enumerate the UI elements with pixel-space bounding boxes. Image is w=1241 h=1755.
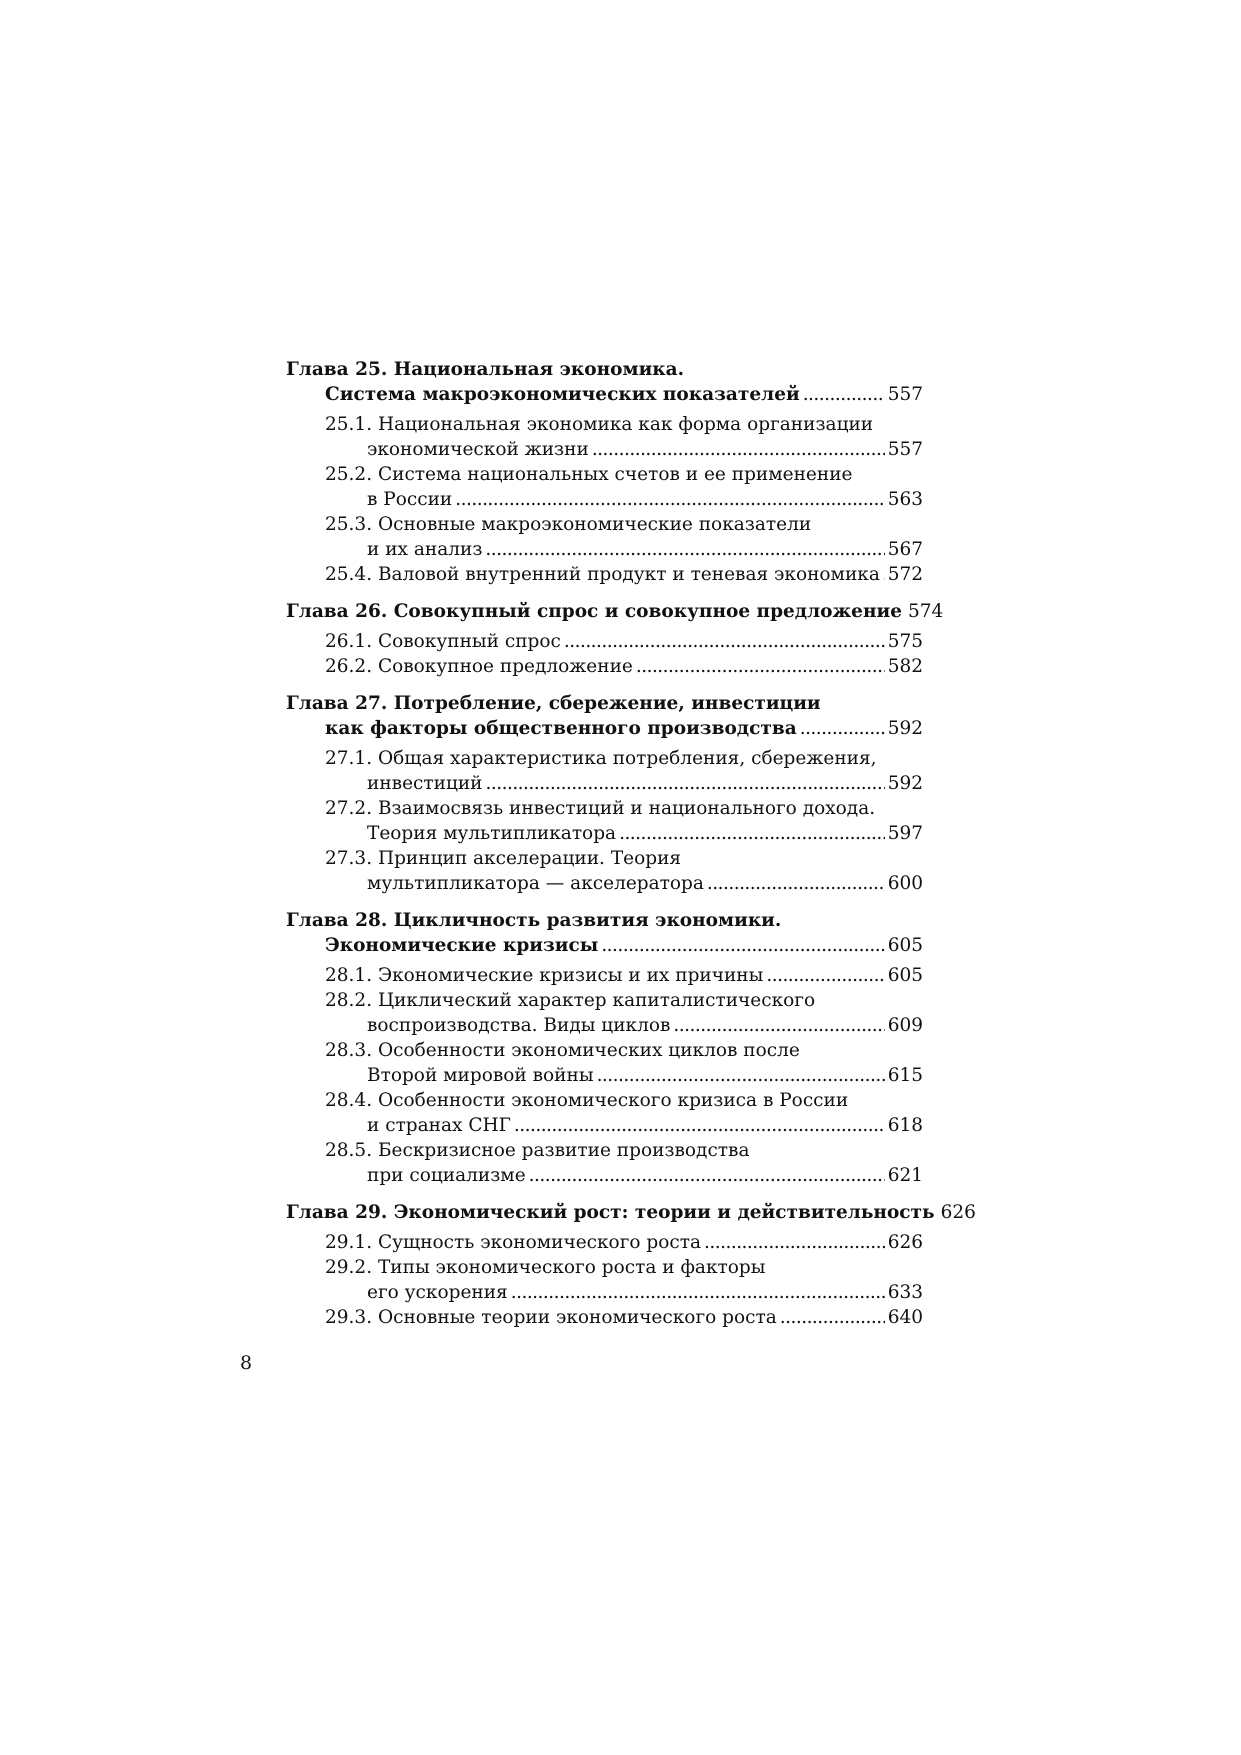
toc-line	[286, 562, 923, 587]
toc-section-entry[interactable]	[286, 654, 923, 679]
toc-entry-title: 28.4. Особенности экономического кризиса в России	[325, 1090, 849, 1111]
toc-section-entry[interactable]	[286, 796, 923, 846]
toc-entry-title: как факторы общественного производства	[325, 718, 797, 739]
toc-entry-title: в России	[367, 489, 453, 510]
toc-page-number: 567	[887, 539, 923, 560]
toc-leader-dots	[486, 771, 885, 796]
toc-page-number: 572	[887, 564, 923, 585]
toc-line	[286, 771, 923, 796]
toc-entry-title: 27.1. Общая характеристика потребления, сбережения,	[325, 748, 877, 769]
toc-line	[286, 537, 923, 562]
toc-entry-title: 25.3. Основные макроэкономические показатели	[325, 514, 812, 535]
toc-page-number: 615	[887, 1065, 923, 1086]
toc-page-number: 597	[887, 823, 923, 844]
toc-leader-dots	[800, 716, 885, 741]
toc-section-entry[interactable]	[286, 562, 923, 587]
toc-chapter-block	[286, 691, 923, 896]
toc-line	[286, 357, 923, 382]
toc-line	[286, 846, 923, 871]
toc-page-number: 640	[887, 1307, 923, 1328]
toc-leader-dots	[592, 437, 885, 462]
toc-line	[286, 821, 923, 846]
toc-entry-title: 25.1. Национальная экономика как форма организации	[325, 414, 874, 435]
toc-entry-title: его ускорения	[367, 1282, 508, 1303]
toc-entry-title: 28.3. Особенности экономических циклов после	[325, 1040, 800, 1061]
toc-entry-title: 28.1. Экономические кризисы и их причины	[325, 965, 764, 986]
toc-page-number: 609	[887, 1015, 923, 1036]
toc-leader-dots	[455, 487, 884, 512]
toc-entry-title: Глава 26. Совокупный спрос и совокупное предложение	[286, 601, 902, 622]
toc-entry-title: Глава 25. Национальная экономика.	[286, 359, 685, 380]
toc-section-entry[interactable]	[286, 462, 923, 512]
toc-page-number: 574	[907, 601, 944, 622]
toc-entry-title: 26.1. Совокупный спрос	[325, 631, 561, 652]
toc-entry-title: 27.3. Принцип акселерации. Теория	[325, 848, 682, 869]
toc-leader-dots	[883, 562, 885, 587]
toc-page-number: 621	[887, 1165, 923, 1186]
toc-section-entry[interactable]	[286, 1138, 923, 1188]
toc-line	[286, 462, 923, 487]
toc-page-number: 592	[887, 718, 923, 739]
toc-entry-title: 29.1. Сущность экономического роста	[325, 1232, 702, 1253]
toc-leader-dots	[597, 1063, 885, 1088]
toc-entry-title: при социализме	[367, 1165, 526, 1186]
toc-section-entry[interactable]	[286, 1230, 923, 1255]
toc-section-entry[interactable]	[286, 1038, 923, 1088]
toc-entry-title: 25.4. Валовой внутренний продукт и теневая экономика	[325, 564, 880, 585]
toc-entry-title: Глава 28. Цикличность развития экономики.	[286, 910, 782, 931]
toc-chapter-block	[286, 1200, 976, 1330]
toc-line	[286, 629, 923, 654]
toc-page-number: 626	[940, 1202, 976, 1223]
toc-page-number: 605	[887, 935, 923, 956]
toc-chapter-entry[interactable]	[286, 1200, 976, 1225]
toc-line	[286, 1038, 923, 1063]
toc-entry-title: Глава 27. Потребление, сбережение, инвестиции	[286, 693, 821, 714]
toc-leader-dots	[707, 871, 885, 896]
toc-chapter-entry[interactable]	[286, 908, 923, 958]
toc-entry-title: воспроизводства. Виды циклов	[367, 1015, 671, 1036]
toc-entry-title: 28.5. Бескризисное развитие производства	[325, 1140, 750, 1161]
toc-line	[286, 382, 923, 407]
toc-line	[286, 1163, 923, 1188]
toc-entry-title: 26.2. Совокупное предложение	[325, 656, 633, 677]
toc-section-entry[interactable]	[286, 988, 923, 1038]
toc-page-number: 626	[887, 1232, 923, 1253]
toc-entry-title: Теория мультипликатора	[367, 823, 617, 844]
toc-entry-title: экономической жизни	[367, 439, 589, 460]
toc-line	[286, 933, 923, 958]
toc-leader-dots	[766, 963, 884, 988]
toc-section-entry[interactable]	[286, 846, 923, 896]
toc-line	[286, 1305, 923, 1330]
toc-chapter-block	[286, 599, 944, 679]
toc-line	[286, 963, 923, 988]
toc-line	[286, 1280, 923, 1305]
toc-page-number: 563	[887, 489, 923, 510]
toc-line	[286, 746, 923, 771]
toc-chapter-entry[interactable]	[286, 599, 944, 624]
toc-line	[286, 412, 923, 437]
toc-line	[286, 1200, 976, 1225]
toc-line	[286, 988, 923, 1013]
toc-line	[286, 599, 944, 624]
toc-section-entry[interactable]	[286, 1088, 923, 1138]
toc-chapter-entry[interactable]	[286, 691, 923, 741]
toc-page-number: 557	[887, 439, 923, 460]
toc-line	[286, 716, 923, 741]
toc-line	[286, 1138, 923, 1163]
toc-entry-title: Глава 29. Экономический рост: теории и действительность	[286, 1202, 935, 1223]
toc-page-number: 557	[887, 384, 923, 405]
toc-entry-title: Второй мировой войны	[367, 1065, 594, 1086]
toc-line	[286, 1113, 923, 1138]
toc-line	[286, 1063, 923, 1088]
toc-entry-title: Экономические кризисы	[325, 935, 599, 956]
toc-line	[286, 1088, 923, 1113]
toc-entry-title: и странах СНГ	[367, 1115, 511, 1136]
toc-page-number: 600	[887, 873, 923, 894]
toc-page-number: 575	[887, 631, 923, 652]
toc-leader-dots	[636, 654, 885, 679]
toc-leader-dots	[601, 933, 884, 958]
toc-leader-dots	[704, 1230, 885, 1255]
toc-leader-dots	[780, 1305, 885, 1330]
toc-chapter-block	[286, 908, 923, 1188]
toc-section-entry[interactable]	[286, 1255, 923, 1305]
toc-entry-title: 29.2. Типы экономического роста и факторы	[325, 1257, 766, 1278]
toc-section-entry[interactable]	[286, 746, 923, 796]
toc-line	[286, 512, 923, 537]
toc-entry-title: 27.2. Взаимосвязь инвестиций и национального дохода.	[325, 798, 876, 819]
toc-entry-title: инвестиций	[367, 773, 483, 794]
toc-line	[286, 871, 923, 896]
page-number: 8	[240, 1352, 253, 1374]
toc-line	[286, 654, 923, 679]
toc-entry-title: мультипликатора — акселератора	[367, 873, 704, 894]
toc-section-entry[interactable]	[286, 512, 923, 562]
toc-section-entry[interactable]	[286, 963, 923, 988]
toc-line	[286, 437, 923, 462]
toc-entry-title: 28.2. Циклический характер капиталистического	[325, 990, 816, 1011]
toc-section-entry[interactable]	[286, 629, 923, 654]
toc-leader-dots	[511, 1280, 885, 1305]
toc-line	[286, 1230, 923, 1255]
toc-leader-dots	[673, 1013, 884, 1038]
toc-page-number: 633	[887, 1282, 923, 1303]
toc-line	[286, 691, 923, 716]
toc-leader-dots	[514, 1113, 885, 1138]
toc-entry-title: 29.3. Основные теории экономического роста	[325, 1307, 777, 1328]
toc-section-entry[interactable]	[286, 412, 923, 462]
toc-leader-dots	[619, 821, 885, 846]
toc-page-number: 592	[887, 773, 923, 794]
table-of-contents	[286, 357, 976, 1342]
toc-page-number: 605	[887, 965, 923, 986]
toc-leader-dots	[803, 382, 885, 407]
toc-line	[286, 1255, 923, 1280]
toc-line	[286, 908, 923, 933]
toc-line	[286, 796, 923, 821]
toc-entry-title: и их анализ	[367, 539, 483, 560]
toc-entry-title: Система макроэкономических показателей	[325, 384, 800, 405]
toc-leader-dots	[485, 537, 884, 562]
toc-leader-dots	[564, 629, 885, 654]
toc-chapter-block	[286, 357, 923, 587]
toc-chapter-entry[interactable]	[286, 357, 923, 407]
toc-line	[286, 1013, 923, 1038]
toc-leader-dots	[529, 1163, 885, 1188]
toc-page-number: 618	[887, 1115, 923, 1136]
toc-page-number: 582	[887, 656, 923, 677]
toc-entry-title: 25.2. Система национальных счетов и ее применение	[325, 464, 853, 485]
toc-section-entry[interactable]	[286, 1305, 923, 1330]
toc-line	[286, 487, 923, 512]
